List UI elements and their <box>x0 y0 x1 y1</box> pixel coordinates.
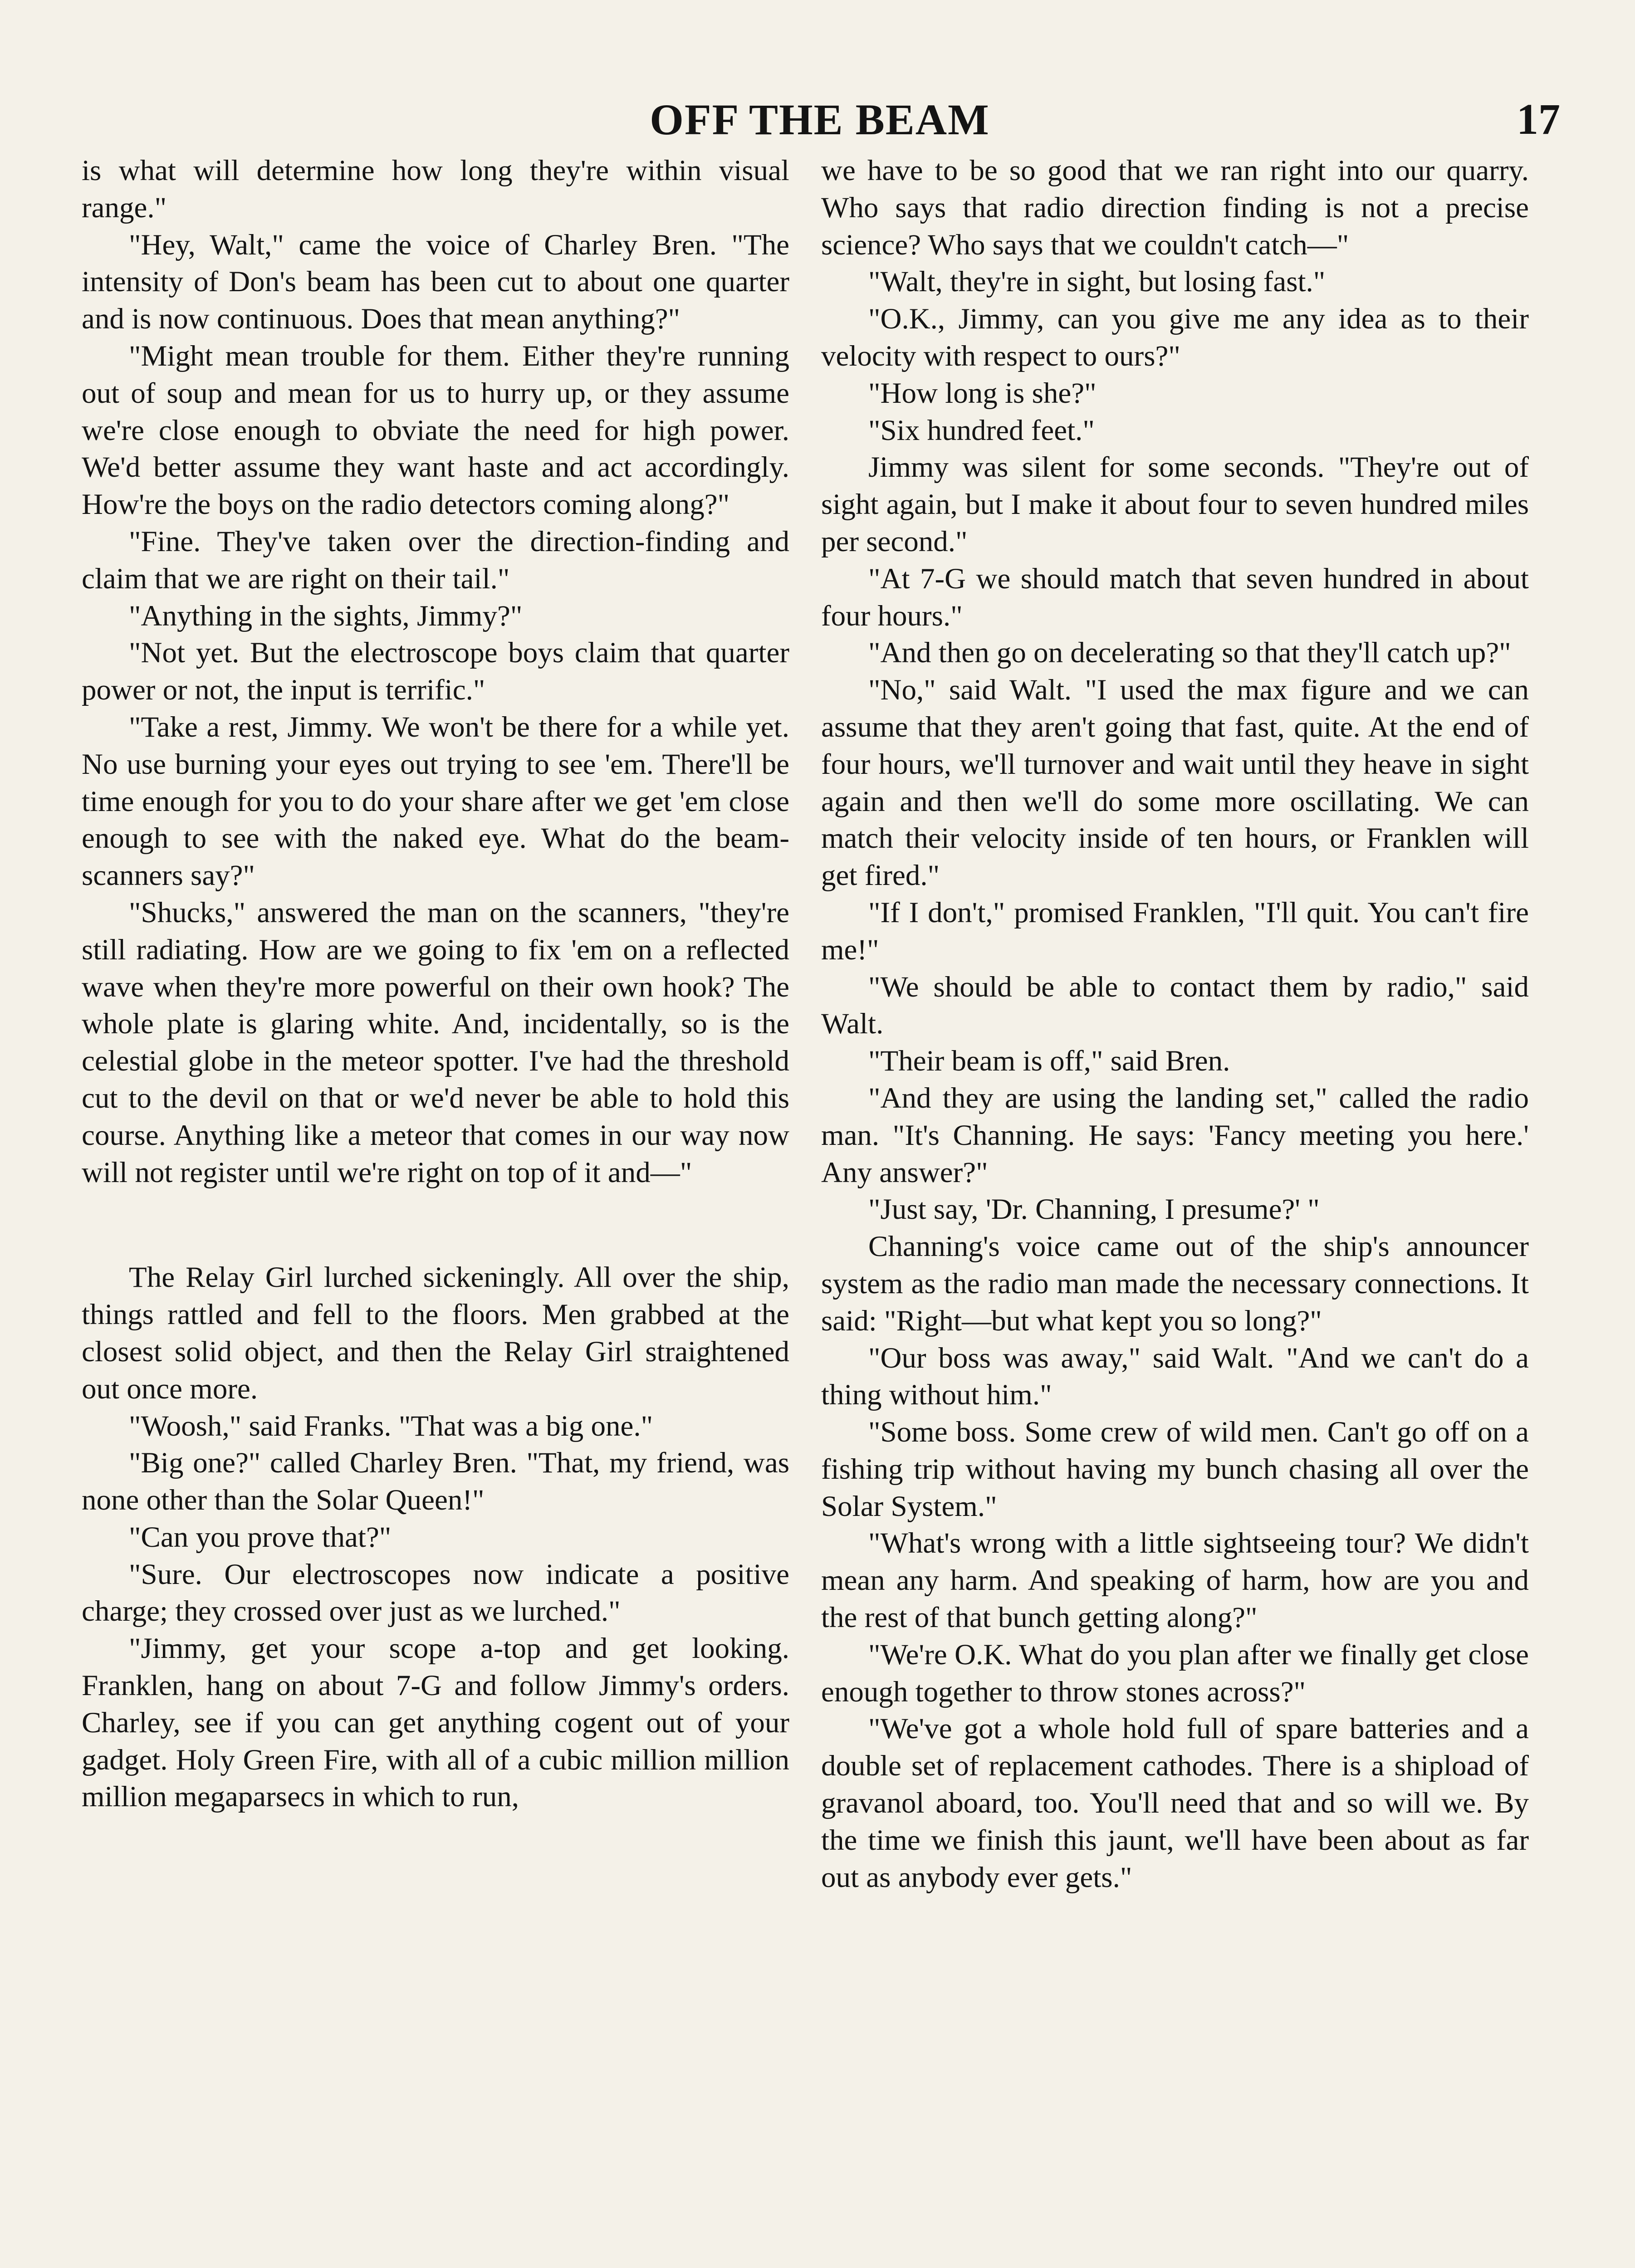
paragraph: "Take a rest, Jimmy. We won't be there for a while yet. No use burning your eyes out trying to see 'em. There'll be time enough for you to do your share after we get 'em close enough to see with the naked eye. What do the beam-scanners say?" <box>82 710 789 892</box>
paragraph: "What's wrong with a little sightseeing tour? We didn't mean any harm. And speaking of harm, how are you and the rest of that bunch getting along?" <box>821 1527 1529 1634</box>
paragraph: "Fine. They've taken over the direction-finding and claim that we are right on their tail." <box>82 525 789 595</box>
paragraph: "We're O.K. What do you plan after we finally get close enough together to throw stones across?" <box>821 1638 1529 1708</box>
paragraph: "Woosh," said Franks. "That was a big one." <box>129 1409 653 1442</box>
paragraph: "Not yet. But the electroscope boys claim that quarter power or not, the input is terrific." <box>82 636 789 707</box>
running-title: OFF THE BEAM <box>650 95 990 144</box>
paragraph: Channing's voice came out of the ship's announcer system as the radio man made the necessary connections. It said: "Right—but what kept you so long?" <box>821 1230 1529 1337</box>
paragraph: "If I don't," promised Franklen, "I'll quit. You can't fire me!" <box>821 896 1529 966</box>
paragraph: "Anything in the sights, Jimmy?" <box>129 599 523 632</box>
page-number: 17 <box>1517 95 1560 143</box>
paragraph: "Can you prove that?" <box>129 1520 392 1554</box>
paragraph: "We should be able to contact them by radio," said Walt. <box>821 970 1529 1041</box>
paragraph: "How long is she?" <box>868 376 1097 410</box>
paragraph: "Shucks," answered the man on the scanners, "they're still radiating. How are we going to fix 'em on a reflected wave when they're more powerful on their own hook? The whole plate is glaring white. And, incidentally, so is the celestial globe in the meteor spotter. I've had the threshold cut to the devil on that or we'd never be able to hold this course. Anything like a meteor that comes in our way now will not register until we're right on top of it and—" <box>82 896 789 1189</box>
paragraph: "And they are using the landing set," called the radio man. "It's Channing. He says: 'Fancy meeting you here.' Any answer?" <box>821 1081 1529 1189</box>
left-column <box>82 152 789 2268</box>
paragraph: Jimmy was silent for some seconds. "They're out of sight again, but I make it about four to seven hundred miles per second." <box>821 451 1529 558</box>
paragraph: "We've got a whole hold full of spare batteries and a double set of replacement cathodes. There is a shipload of gravanol aboard, too. You'll need that and so will we. By the time we finish this jaunt, we'll have been about as far out as anybody ever gets." <box>821 1712 1529 1894</box>
paragraph: "Hey, Walt," came the voice of Charley Bren. "The intensity of Don's beam has been cut to about one quarter and is now continuous. Does that mean anything?" <box>82 228 789 336</box>
paragraph: "Our boss was away," said Walt. "And we can't do a thing without him." <box>821 1341 1529 1412</box>
paragraph: "Their beam is off," said Bren. <box>868 1045 1230 1078</box>
paragraph: "O.K., Jimmy, can you give me any idea as to their velocity with respect to ours?" <box>821 303 1529 372</box>
paragraph: "Jimmy, get your scope a-top and get looking. Franklen, hang on about 7-G and follow Jimmy's orders. Charley, see if you can get anything cogent out of your gadget. Holy Green Fire, with all of a cubic million million million megaparsecs in which to run, <box>82 1632 789 1813</box>
paragraph: is what will determine how long they're within visual range." <box>82 154 789 224</box>
paragraph: we have to be so good that we ran right into our quarry. Who says that radio direction finding is not a precise science? Who says that we couldn't catch—" <box>821 154 1529 261</box>
paragraph: "Sure. Our electroscopes now indicate a positive charge; they crossed over just as we lurched." <box>82 1558 789 1628</box>
section-break <box>82 1191 789 1259</box>
paragraph: "Some boss. Some crew of wild men. Can't go off on a fishing trip without having my bunch chasing all over the Solar System." <box>821 1416 1529 1523</box>
paragraph: "Might mean trouble for them. Either they're running out of soup and mean for us to hurry up, or they assume we're close enough to obviate the need for high power. We'd better assume they want haste and act accordingly. How're the boys on the radio detectors coming along?" <box>82 339 789 521</box>
paragraph: The Relay Girl lurched sickeningly. All over the ship, things rattled and fell to the floors. Men grabbed at the closest solid object, and then the Relay Girl straightened out once more. <box>82 1261 789 1405</box>
paragraph: "Just say, 'Dr. Channing, I presume?' " <box>868 1193 1320 1226</box>
story-text <box>82 152 1529 2268</box>
paragraph: "No," said Walt. "I used the max figure and we can assume that they aren't going that fast, quite. At the end of four hours, we'll turnover and wait until they heave in sight again and then we'll do some more oscillating. We can match their velocity inside of ten hours, or Franklen will get fired." <box>821 674 1529 892</box>
paragraph: "Six hundred feet." <box>868 414 1095 447</box>
paragraph: "Big one?" called Charley Bren. "That, my friend, was none other than the Solar Queen!" <box>82 1447 789 1517</box>
paragraph: "Walt, they're in sight, but losing fast." <box>868 265 1326 298</box>
page-header <box>79 85 1560 153</box>
right-column <box>821 152 1529 2268</box>
paragraph: "At 7-G we should match that seven hundred in about four hours." <box>821 562 1529 632</box>
paragraph: "And then go on decelerating so that they'll catch up?" <box>868 636 1511 670</box>
